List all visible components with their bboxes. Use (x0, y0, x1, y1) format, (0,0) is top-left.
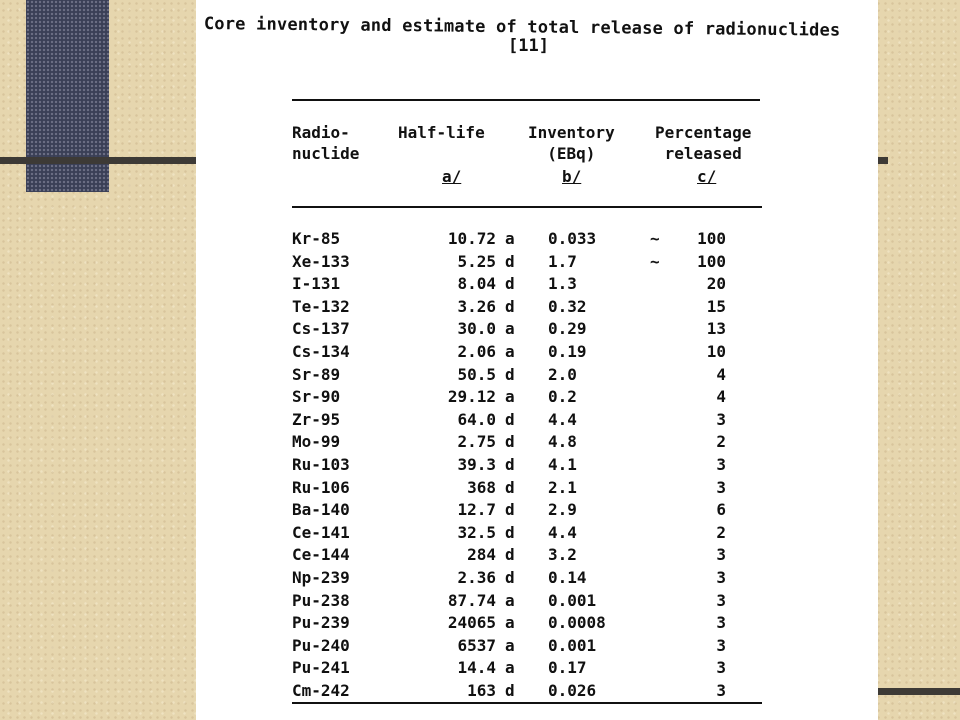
row-percent-released: 3 (716, 658, 726, 678)
decorative-bar-right-bottom (878, 688, 960, 695)
row-half-life: 30.0 (457, 319, 496, 339)
table-row (196, 636, 878, 659)
row-nuclide: Te-132 (292, 296, 350, 316)
table-row (196, 365, 878, 388)
document-title: Core inventory and estimate of total release of radionuclides (203, 14, 841, 41)
row-percent-released: 3 (716, 590, 726, 610)
table-row (196, 681, 878, 704)
row-inventory: 2.1 (548, 477, 577, 497)
table-row (196, 591, 878, 614)
table-row (196, 432, 878, 455)
row-half-life: 64.0 (457, 409, 496, 429)
row-inventory: 0.026 (548, 681, 597, 700)
row-nuclide: Mo-99 (292, 432, 341, 452)
row-nuclide: Pu-240 (292, 635, 350, 655)
row-half-life: 368 (467, 477, 496, 497)
row-inventory: 2.0 (548, 364, 577, 384)
row-half-life: 2.75 (457, 432, 496, 452)
row-half-life-unit: d (505, 522, 515, 542)
table-row (196, 455, 878, 478)
row-percent-released: 100 (697, 229, 726, 248)
row-half-life: 12.7 (457, 500, 496, 520)
header-nuclide: Radio- nuclide (292, 123, 360, 163)
row-inventory: 3.2 (548, 545, 577, 565)
footnote-b: b/ (562, 167, 582, 186)
row-inventory: 4.4 (548, 409, 577, 429)
table-rule-top (292, 99, 760, 101)
row-half-life-unit: d (505, 274, 515, 294)
row-nuclide: Sr-90 (292, 387, 341, 407)
row-nuclide: Ba-140 (292, 500, 350, 520)
table-row (196, 342, 878, 365)
row-percent-released: 2 (716, 522, 726, 542)
row-inventory: 0.001 (548, 635, 597, 655)
row-percent-released: 2 (716, 432, 726, 452)
row-percent-released: 3 (716, 477, 726, 497)
row-inventory: 0.0008 (548, 613, 606, 633)
row-nuclide: Kr-85 (292, 229, 341, 248)
row-half-life: 8.04 (457, 274, 496, 294)
row-inventory: 1.3 (548, 274, 577, 294)
row-nuclide: Sr-89 (292, 364, 341, 384)
row-half-life: 5.25 (457, 251, 496, 271)
row-inventory: 0.17 (548, 658, 587, 678)
row-half-life: 10.72 (447, 229, 496, 248)
row-percent-released: 15 (706, 296, 726, 316)
table-row (196, 319, 878, 342)
row-half-life-unit: d (505, 545, 515, 565)
row-approx-mark: ~ (650, 251, 660, 271)
row-nuclide: Cs-137 (292, 319, 350, 339)
row-half-life-unit: d (505, 568, 515, 587)
row-nuclide: Ru-106 (292, 477, 350, 497)
row-half-life-unit: a (505, 658, 515, 678)
row-half-life: 284 (467, 545, 496, 565)
row-percent-released: 20 (706, 274, 726, 294)
row-nuclide: Cs-134 (292, 342, 350, 361)
row-half-life-unit: d (505, 409, 515, 429)
row-inventory: 0.32 (548, 296, 587, 316)
header-percentage: Percentage released (655, 123, 752, 163)
row-percent-released: 4 (716, 387, 726, 407)
header-half-life: Half-life (398, 123, 485, 142)
row-inventory: 0.14 (548, 568, 587, 587)
row-half-life-unit: d (505, 364, 515, 384)
row-percent-released: 100 (697, 251, 726, 271)
row-half-life-unit: d (505, 500, 515, 520)
table-rule-bottom (292, 702, 762, 704)
row-percent-released: 10 (706, 342, 726, 361)
document-reference: [11] (508, 36, 549, 56)
row-inventory: 2.9 (548, 500, 577, 520)
row-half-life: 24065 (447, 613, 496, 633)
row-percent-released: 13 (706, 319, 726, 339)
row-half-life: 39.3 (457, 455, 496, 474)
table-row (196, 500, 878, 523)
table-row (196, 274, 878, 297)
document-page (196, 0, 878, 720)
row-nuclide: Pu-238 (292, 590, 350, 610)
row-half-life-unit: a (505, 342, 515, 361)
table-row (196, 387, 878, 410)
row-percent-released: 6 (716, 500, 726, 520)
decorative-bar-right-top (878, 157, 888, 164)
row-percent-released: 3 (716, 681, 726, 700)
row-half-life-unit: d (505, 432, 515, 452)
table-row (196, 252, 878, 275)
row-half-life: 87.74 (447, 590, 496, 610)
row-percent-released: 3 (716, 568, 726, 587)
row-half-life: 14.4 (457, 658, 496, 678)
row-half-life-unit: a (505, 319, 515, 339)
row-half-life-unit: d (505, 455, 515, 474)
table-rule-header (292, 206, 762, 208)
table-row (196, 478, 878, 501)
row-percent-released: 3 (716, 613, 726, 633)
row-half-life: 2.36 (457, 568, 496, 587)
row-inventory: 4.1 (548, 455, 577, 474)
row-half-life: 6537 (457, 635, 496, 655)
row-inventory: 0.19 (548, 342, 587, 361)
row-nuclide: Np-239 (292, 568, 350, 587)
row-nuclide: Ce-141 (292, 522, 350, 542)
row-inventory: 0.001 (548, 590, 597, 610)
row-nuclide: I-131 (292, 274, 341, 294)
row-approx-mark: ~ (650, 229, 660, 248)
row-half-life: 2.06 (457, 342, 496, 361)
row-half-life-unit: d (505, 477, 515, 497)
decorative-bar-left (0, 157, 196, 164)
row-half-life: 3.26 (457, 296, 496, 316)
header-inventory: Inventory (EBq) (528, 123, 615, 163)
row-inventory: 0.29 (548, 319, 587, 339)
row-inventory: 0.2 (548, 387, 577, 407)
row-half-life: 29.12 (447, 387, 496, 407)
row-nuclide: Cm-242 (292, 681, 350, 700)
row-half-life-unit: a (505, 590, 515, 610)
row-half-life: 163 (467, 681, 496, 700)
footnote-c: c/ (697, 167, 717, 186)
table-row (196, 523, 878, 546)
row-half-life-unit: a (505, 229, 515, 248)
row-half-life-unit: a (505, 387, 515, 407)
table-row (196, 410, 878, 433)
row-half-life: 32.5 (457, 522, 496, 542)
table-row (196, 229, 878, 252)
row-half-life-unit: d (505, 296, 515, 316)
row-nuclide: Xe-133 (292, 251, 350, 271)
row-nuclide: Pu-241 (292, 658, 350, 678)
table-row (196, 545, 878, 568)
row-nuclide: Zr-95 (292, 409, 341, 429)
row-nuclide: Ce-144 (292, 545, 350, 565)
table-row (196, 613, 878, 636)
row-inventory: 0.033 (548, 229, 597, 248)
row-inventory: 4.4 (548, 522, 577, 542)
table-row (196, 297, 878, 320)
row-half-life-unit: d (505, 681, 515, 700)
row-inventory: 4.8 (548, 432, 577, 452)
row-percent-released: 4 (716, 364, 726, 384)
row-half-life-unit: a (505, 635, 515, 655)
row-percent-released: 3 (716, 545, 726, 565)
row-nuclide: Ru-103 (292, 455, 350, 474)
row-percent-released: 3 (716, 635, 726, 655)
footnote-a: a/ (442, 167, 462, 186)
row-percent-released: 3 (716, 455, 726, 474)
row-half-life-unit: d (505, 251, 515, 271)
row-nuclide: Pu-239 (292, 613, 350, 633)
row-half-life-unit: a (505, 613, 515, 633)
row-inventory: 1.7 (548, 251, 577, 271)
row-half-life: 50.5 (457, 364, 496, 384)
table-row (196, 568, 878, 591)
table-row (196, 658, 878, 681)
row-percent-released: 3 (716, 409, 726, 429)
